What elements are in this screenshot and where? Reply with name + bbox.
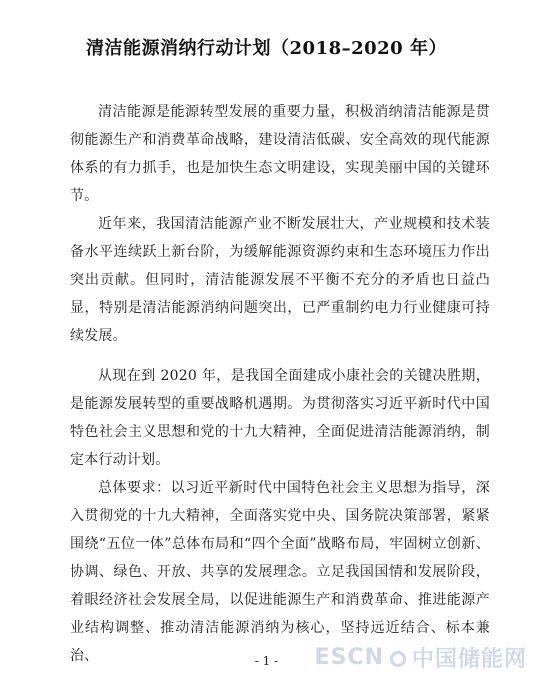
- paragraph-background: 近年来，我国清洁能源产业不断发展壮大，产业规模和技术装备水平连续跃上新台阶，为缓解能源资源约束和生态环境压力作出突出贡献。但同时，清洁能源发展不平衡不充分的矛盾也日益凸显，特别是清洁能源消纳问题突出，已严重制约电力行业健康可持续发展。: [70, 216, 490, 344]
- location-pin-icon: [390, 651, 406, 667]
- watermark-text: 中国储能网: [411, 647, 527, 672]
- paragraph-intro: 清洁能源是能源转型发展的重要力量，积极消纳清洁能源是贯彻能源生产和消费革命战略，建设清洁低碳、安全高效的现代能源体系的有力抓手，也是加快生态文明建设，实现美丽中国的关键环节。: [70, 104, 490, 204]
- watermark: [315, 642, 527, 673]
- paragraph-general-requirements: 总体要求：以习近平新时代中国特色社会主义思想为指导，深入贯彻党的十九大精神，全面落实党中央、国务院决策部署，紧紧围绕“五位一体”总体布局和“四个全面”战略布局，牢固树立创新、协调、绿色、开放、共享的发展理念。立足我国国情和发展阶段，着眼经济社会发展全局，以促进能源生产和消费革命、推进能源产业结构调整、推动清洁能源消纳为核心，坚持远近结合、标本兼治、: [70, 480, 490, 664]
- document-title: 清洁能源消纳行动计划（2018–2020 年）: [86, 38, 447, 59]
- watermark-logo: ESCN: [314, 645, 384, 670]
- page-number: - 1 -: [254, 654, 279, 668]
- paragraph-period: 从现在到 2020 年，是我国全面建成小康社会的关键决胜期，是能源发展转型的重要战略机遇期。为贯彻落实习近平新时代中国特色社会主义思想和党的十九大精神，全面促进清洁能源消纳，制定本行动计划。: [70, 368, 490, 468]
